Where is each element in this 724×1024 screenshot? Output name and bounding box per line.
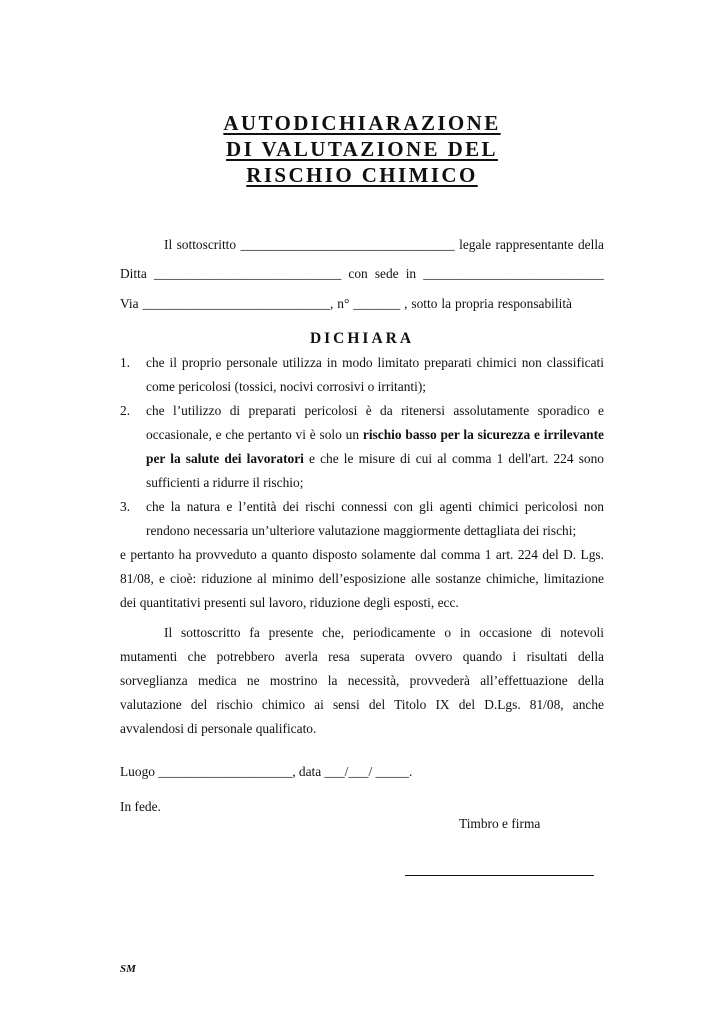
item-2-line-2-text: occasionale, e che pertanto vi è solo un <box>146 427 363 442</box>
item-2-line-3-bold: per la salute dei lavoratori <box>146 451 304 466</box>
item-1-line-2: come pericolosi (tossici, nocivi corrosivi o irritanti); <box>146 379 427 394</box>
statement-line-2: mutamenti che potrebbero averla resa superata ovvero quando i risultati della <box>120 649 604 664</box>
signature-line <box>405 875 594 876</box>
item-2-line-3 <box>146 450 604 468</box>
conclusion-line-1: e pertanto ha provveduto a quanto disposto solamente dal comma 1 art. 224 del D. Lgs. <box>120 547 604 562</box>
item-3-number: 3. <box>120 499 131 514</box>
item-2-line-4: sufficienti a ridurre il rischio; <box>146 475 304 490</box>
item-2-number: 2. <box>120 403 131 418</box>
statement-line-1: Il sottoscritto fa presente che, periodicamente o in occasione di notevoli <box>164 625 604 640</box>
document-title <box>0 110 724 188</box>
title-line-3: RISCHIO CHIMICO <box>246 163 478 187</box>
title-line-1: AUTODICHIARAZIONE <box>223 111 501 135</box>
statement-line-4: valutazione del rischio chimico ai sensi del Titolo IX del D.Lgs. 81/08, anche <box>120 697 604 712</box>
item-2-line-2-bold: rischio basso per la sicurezza e irrilevante <box>362 427 604 442</box>
conclusion-line-3: dei quantitativi presenti sul lavoro, riduzione degli esposti, ecc. <box>120 595 459 610</box>
declaration-heading: DICHIARA <box>309 330 415 347</box>
conclusion-line-2: 81/08, e cioè: riduzione al minimo dell’esposizione alle sostanze chimiche, limitazione <box>120 571 604 586</box>
item-3-line-1: che la natura e l’entità dei rischi connessi con gli agenti chimici pericolosi non <box>146 499 604 514</box>
item-2-line-1: che l’utilizzo di preparati pericolosi è da ritenersi assolutamente sporadico e <box>146 403 604 418</box>
title-line-2: DI VALUTAZIONE DEL <box>226 137 498 161</box>
item-2-line-3-text: e che le misure di cui al comma 1 dell'art. 224 sono <box>303 451 604 466</box>
signature-label: Timbro e firma <box>459 816 541 831</box>
item-3-line-2: rendono necessaria un’ulteriore valutazione maggiormente dettagliata dei rischi; <box>146 523 577 538</box>
statement-line-5: avvalendosi di personale qualificato. <box>120 721 317 736</box>
statement-line-3: sorveglianza medica ne mostrino la necessità, provvederà all’effettuazione della <box>120 673 604 688</box>
intro-line-1: Il sottoscritto ________________________________ legale rappresentante della <box>164 237 604 252</box>
closing-text: In fede. <box>120 799 161 814</box>
footer-initials: SM <box>120 963 136 975</box>
place-date-line: Luogo ____________________, data ___/___/ _____. <box>120 764 413 779</box>
intro-line-3: Via ____________________________, n° _______ , sotto la propria responsabilità <box>120 296 572 311</box>
intro-line-2: Ditta ____________________________ con sede in ___________________________ <box>120 266 604 281</box>
item-2-line-2 <box>146 426 604 444</box>
item-1-line-1: che il proprio personale utilizza in modo limitato preparati chimici non classificati <box>146 355 604 370</box>
item-1-number: 1. <box>120 355 131 370</box>
